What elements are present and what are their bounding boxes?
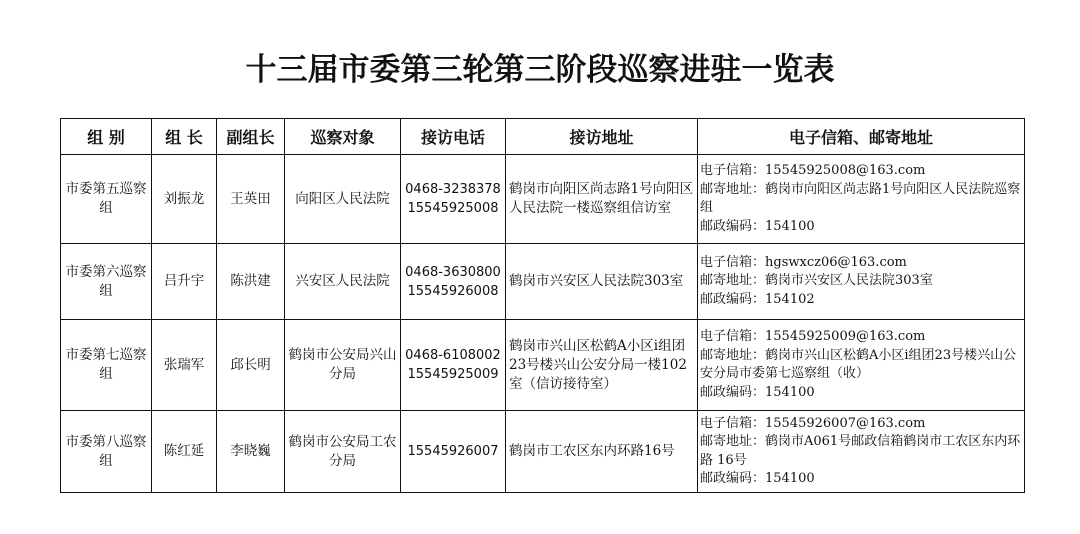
- header-email-mail: 电子信箱、邮寄地址: [698, 119, 1025, 155]
- group-cell: 市委第七巡察组: [61, 320, 152, 411]
- header-deputy: 副组长: [217, 119, 285, 155]
- address-cell: 鹤岗市向阳区尚志路1号向阳区人民法院一楼巡察组信访室: [506, 155, 698, 244]
- group-cell: 市委第五巡察组: [61, 155, 152, 244]
- leader-cell: 张瑞军: [152, 320, 217, 411]
- inspection-table: [60, 118, 1025, 493]
- contact-cell: [698, 244, 1025, 320]
- address-cell: 鹤岗市兴安区人民法院303室: [506, 244, 698, 320]
- table-row: [61, 411, 1025, 493]
- deputy-cell: 邱长明: [217, 320, 285, 411]
- contact-cell: [698, 320, 1025, 411]
- phone-cell: [401, 320, 506, 411]
- address-cell: 鹤岗市工农区东内环路16号: [506, 411, 698, 493]
- phone-cell: [401, 244, 506, 320]
- phone-landline: 0468-6108002: [405, 348, 501, 363]
- postcode-line: 邮政编码：154100: [700, 471, 815, 486]
- deputy-cell: 陈洪建: [217, 244, 285, 320]
- mail-line: 邮寄地址：鹤岗市兴安区人民法院303室: [700, 273, 933, 289]
- table-row: [61, 244, 1025, 320]
- header-target: 巡察对象: [285, 119, 401, 155]
- target-cell: 鹤岗市公安局兴山分局: [285, 320, 401, 411]
- leader-cell: 吕升宇: [152, 244, 217, 320]
- phone-mobile: 15545926007: [407, 444, 499, 459]
- header-address: 接访地址: [506, 119, 698, 155]
- phone-landline: 0468-3238378: [405, 182, 501, 197]
- target-cell: 鹤岗市公安局工农分局: [285, 411, 401, 493]
- postcode-line: 邮政编码：154102: [700, 291, 815, 307]
- email-line: 电子信箱：15545925009@163.com: [700, 329, 926, 344]
- deputy-cell: 李晓巍: [217, 411, 285, 493]
- postcode-line: 邮政编码：154100: [700, 218, 815, 234]
- contact-cell: [698, 411, 1025, 493]
- address-cell: 鹤岗市兴山区松鹤A小区i组团23号楼兴山公安分局一楼102室（信访接待室）: [506, 320, 698, 411]
- phone-cell: [401, 155, 506, 244]
- mail-line: 邮寄地址：鹤岗市向阳区尚志路1号向阳区人民法院巡察组: [700, 181, 1021, 215]
- leader-cell: 刘振龙: [152, 155, 217, 244]
- table-row: [61, 320, 1025, 411]
- email-line: 电子信箱：15545926007@163.com: [700, 415, 926, 431]
- phone-cell: [401, 411, 506, 493]
- group-cell: 市委第六巡察组: [61, 244, 152, 320]
- table-row: [61, 155, 1025, 244]
- phone-mobile: 15545926008: [407, 283, 499, 299]
- page-title: 十三届市委第三轮第三阶段巡察进驻一览表: [245, 52, 835, 88]
- target-cell: 兴安区人民法院: [285, 244, 401, 320]
- deputy-cell: 王英田: [217, 155, 285, 244]
- phone-mobile: 15545925009: [407, 367, 499, 382]
- header-leader: 组 长: [152, 119, 217, 155]
- target-cell: 向阳区人民法院: [285, 155, 401, 244]
- email-line: 电子信箱：15545925008@163.com: [700, 163, 926, 178]
- mail-line: 邮寄地址：鹤岗市兴山区松鹤A小区i组团23号楼兴山公安分局市委第七巡察组（收）: [700, 347, 1017, 381]
- contact-cell: [698, 155, 1025, 244]
- header-group: 组 别: [61, 119, 152, 155]
- header-phone: 接访电话: [401, 119, 506, 155]
- postcode-line: 邮政编码：154100: [700, 384, 815, 400]
- leader-cell: 陈红延: [152, 411, 217, 493]
- mail-line: 邮寄地址：鹤岗市A061号邮政信箱鹤岗市工农区东内环路 16号: [700, 434, 1021, 468]
- header-row: [61, 119, 1025, 155]
- phone-landline: 0468-3630800: [405, 264, 501, 280]
- email-line: 电子信箱：hgswxcz06@163.com: [700, 254, 907, 270]
- phone-mobile: 15545925008: [407, 201, 499, 216]
- group-cell: 市委第八巡察组: [61, 411, 152, 493]
